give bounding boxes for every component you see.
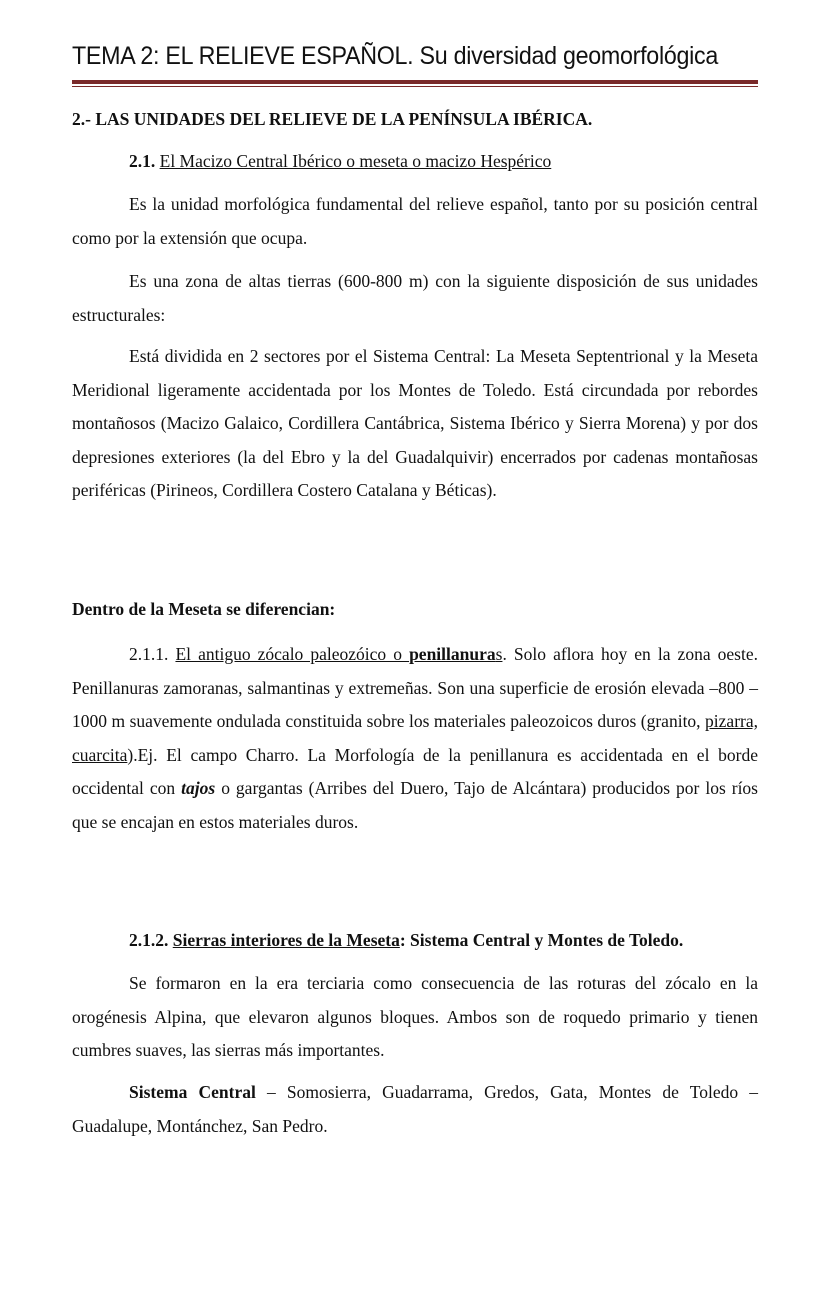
title-part: s bbox=[495, 644, 503, 664]
subsection-title: Sierras interiores de la Meseta bbox=[172, 930, 400, 950]
title-bold-part: penillanura bbox=[409, 644, 496, 664]
paragraph: Está dividida en 2 sectores por el Sistema Central: La Meseta Septentrional y la Meseta Meridional ligeramente accidentada por los Montes de Toledo. Está circundada por rebordes montañosos (Macizo Galaico, Cordillera Cantábrica, Sistema Ibérico y Sierra Morena) y por dos depresiones exteriores (la del Ebro y la del Guadalquivir) encerrados por cadenas montañosas periféricas (Pirineos, Cordillera Costero Catalana y Béticas). bbox=[72, 346, 758, 501]
subheading-text: Dentro de la Meseta se diferencian: bbox=[72, 599, 336, 619]
paragraph: Se formaron en la era terciaria como consecuencia de las roturas del zócalo en la orogénesis Alpina, que elevaron algunos bloques. Ambos son de roquedo primario y tienen cumbres suaves, las sierras más importantes. bbox=[72, 973, 758, 1061]
subsection-number: 2.1.2. bbox=[129, 930, 173, 950]
subsection-number: 2.1. bbox=[129, 151, 156, 171]
title-part: El antiguo zócalo paleozóico o bbox=[175, 644, 410, 664]
text: o gargantas (Arribes del Duero, Tajo de Alcántara) producidos por los ríos que se encajan en estos materiales duros. bbox=[72, 778, 758, 832]
text: ).Ej. El campo Charro. La Morfología de la penillanura es accidentada en el borde occidental con bbox=[72, 744, 758, 799]
title-rule-thin bbox=[72, 86, 758, 87]
emphasis-text: tajos bbox=[181, 778, 216, 799]
text: – Somosierra, Guadarrama, Gredos, Gata, Montes de Toledo – Guadalupe, Montánchez, San Pedro. bbox=[72, 1082, 758, 1136]
subheading-dentro bbox=[72, 593, 758, 627]
subsection-title: El Macizo Central Ibérico o meseta o macizo Hespérico bbox=[159, 151, 552, 171]
subsection-2-1-heading bbox=[72, 145, 758, 179]
page-title: TEMA 2: EL RELIEVE ESPAÑOL. Su diversidad geomorfológica bbox=[72, 42, 719, 70]
subsection-title-rest: : Sistema Central y Montes de Toledo. bbox=[399, 930, 684, 950]
subsection-number: 2.1.1. bbox=[129, 644, 176, 664]
subsection-title bbox=[175, 644, 502, 664]
section-heading-text: 2.- LAS UNIDADES DEL RELIEVE DE LA PENÍNSULA IBÉRICA. bbox=[72, 109, 593, 129]
text: . Solo aflora hoy en la zona oeste. Penillanuras zamoranas, salmantinas y extremeñas. Son una superficie de erosión elevada –800 – 1000 m suavemente ondulada constituida sobre los materiales paleozoicos duros (granito, bbox=[72, 644, 758, 732]
paragraph: Es una zona de altas tierras (600-800 m) con la siguiente disposición de sus unidades estructurales: bbox=[72, 271, 758, 325]
subsection-2-1-1 bbox=[72, 638, 758, 840]
paragraph: Es la unidad morfológica fundamental del relieve español, tanto por su posición central como por la extensión que ocupa. bbox=[72, 194, 758, 248]
bold-lead: Sistema Central bbox=[129, 1082, 256, 1102]
subsection-2-1-2-heading bbox=[72, 924, 758, 958]
section-heading bbox=[72, 103, 758, 137]
underlined-text: pizarra, cuarcita bbox=[72, 711, 758, 765]
title-rule-thick bbox=[72, 80, 758, 84]
paragraph bbox=[72, 1076, 758, 1143]
